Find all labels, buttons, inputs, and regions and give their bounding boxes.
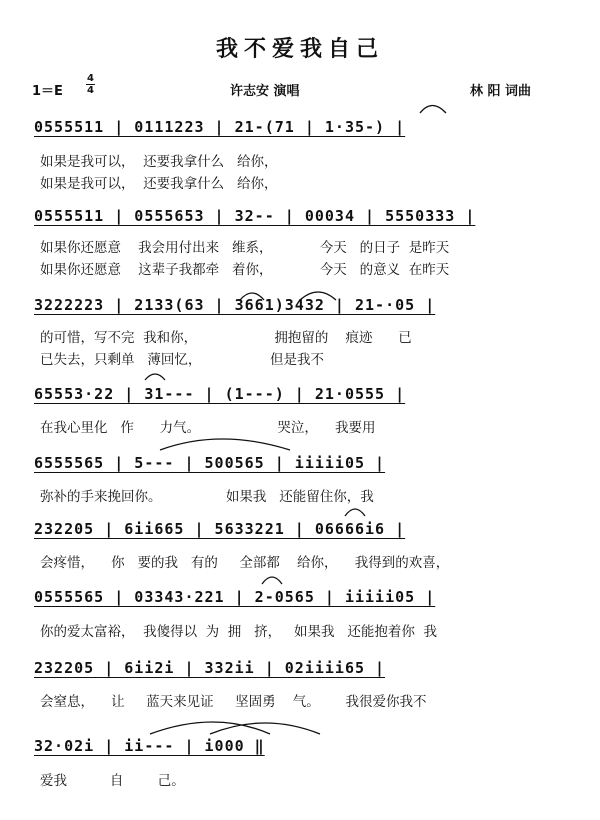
lyric-line: 如果是我可以， 还要我拿什么 给你，	[40, 154, 278, 170]
slur	[262, 577, 282, 584]
slur	[210, 723, 320, 734]
notation-line: 232205 | 6ii665 | 5633221 | 06666i6 |	[34, 520, 406, 538]
notation-line: 32·02i | ii--- | i000 ‖	[34, 737, 265, 755]
notation-line: 0555511 | 0111223 | 21-(71 | 1·35-) |	[34, 118, 406, 136]
notation-line: 3222223 | 2133(63 | 3661)3432 | 21-·05 |	[34, 296, 436, 314]
lyric-line: 会疼惜， 你 要的我 有的 全部都 给你， 我得到的欢喜，	[40, 555, 450, 571]
slur	[345, 509, 365, 516]
song-title: 我不爱我自己	[215, 37, 384, 62]
lyric-line: 已失去，只剩单 薄回忆， 但是我不	[40, 352, 325, 368]
singer-credit: 许志安 演唱	[230, 84, 300, 99]
lyric-line: 如果你还愿意 这辈子我都牵 着你， 今天 的意义 在昨天	[40, 262, 450, 278]
lyric-line: 的可惜，写不完 我和你， 拥抱留的 痕迹 已	[40, 330, 412, 346]
time-signature-top: 4	[87, 73, 94, 84]
notation-line: 6555565 | 5--- | 500565 | iiiii05 |	[34, 454, 386, 472]
time-signature	[86, 73, 95, 96]
lyric-line: 会窒息， 让 蓝天来见证 坚固勇 气。 我很爱你我不	[40, 694, 427, 710]
lyric-line: 弥补的手来挽回你。 如果我 还能留住你，我	[40, 489, 374, 505]
notation-line: 0555511 | 0555653 | 32-- | 00034 | 5550333 |	[34, 207, 476, 225]
slur	[145, 374, 165, 380]
notation-line: 232205 | 6ii2i | 332ii | 02iiii65 |	[34, 659, 386, 677]
key-signature: 1＝E	[32, 84, 63, 99]
slur	[160, 439, 290, 450]
lyric-line: 爱我 自 己。	[40, 773, 185, 789]
slur	[150, 722, 270, 734]
lyric-line: 如果是我可以， 还要我拿什么 给你，	[40, 176, 278, 192]
time-signature-bottom: 4	[87, 85, 94, 96]
composer-credit: 林 阳 词曲	[470, 84, 532, 99]
lyric-line: 在我心里化 作 力气。 哭泣， 我要用	[40, 420, 376, 436]
notation-line: 0555565 | 03343·221 | 2-0565 | iiiii05 |	[34, 588, 436, 606]
notation-line: 65553·22 | 31--- | (1---) | 21·0555 |	[34, 385, 406, 403]
slur	[420, 106, 446, 114]
lyric-line: 你的爱太富裕， 我傻得以 为 拥 挤， 如果我 还能抱着你 我	[40, 624, 437, 640]
lyric-line: 如果你还愿意 我会用付出来 维系， 今天 的日子 是昨天	[40, 240, 450, 256]
